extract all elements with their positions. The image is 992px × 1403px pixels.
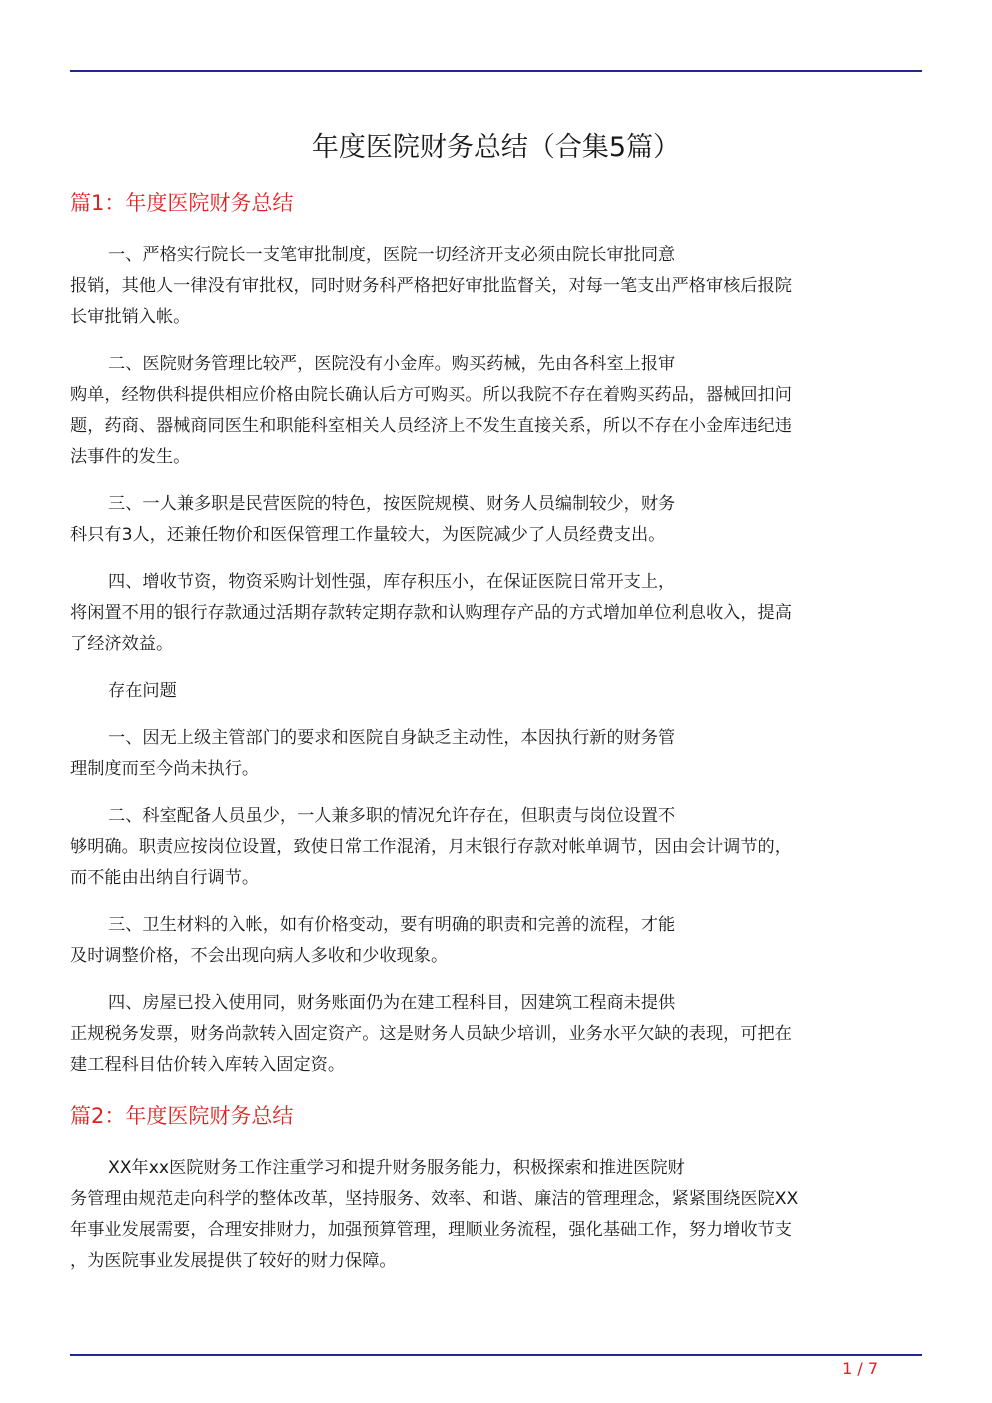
section-heading-1: 篇1：年度医院财务总结 [70,191,294,215]
paragraph-line: 存在问题 [108,681,177,701]
paragraph [70,567,912,660]
footer-rule [70,1354,922,1356]
paragraph [70,723,912,785]
paragraph-line: ，为医院事业发展提供了较好的财力保障。 [70,1251,397,1271]
header-rule [70,70,922,72]
paragraph-line: 理制度而至今尚未执行。 [70,759,260,779]
paragraph-line: 科只有3人，还兼任物价和医保管理工作量较大，为医院减少了人员经费支出。 [70,525,666,545]
paragraph-line: 而不能由出纳自行调节。 [70,868,260,888]
paragraph-line: 长审批销入帐。 [70,307,191,327]
paragraph [70,801,912,894]
section-heading-2: 篇2：年度医院财务总结 [70,1104,294,1128]
paragraph-line: 四、房屋已投入使用同，财务账面仍为在建工程科目，因建筑工程商未提供 [108,993,676,1013]
paragraph-subheading [70,676,912,707]
paragraph-line: 购单，经物供科提供相应价格由院长确认后方可购买。所以我院不存在着购买药品，器械回扣问 [70,385,792,405]
paragraph-line: 了经济效益。 [70,634,174,654]
paragraph-line: 将闲置不用的银行存款通过活期存款转定期存款和认购理存产品的方式增加单位利息收入，提高 [70,603,792,623]
paragraph [70,988,912,1081]
paragraph-line: 够明确。职责应按岗位设置，致使日常工作混淆，月末银行存款对帐单调节，因由会计调节的， [70,837,792,857]
paragraph-line: 四、增收节资，物资采购计划性强，库存积压小，在保证医院日常开支上， [108,572,676,592]
paragraph [70,1153,912,1277]
page-number: 1 / 7 [842,1359,878,1378]
document-title: 年度医院财务总结（合集5篇） [311,132,681,163]
paragraph [70,910,912,972]
paragraph-line: XX年xx医院财务工作注重学习和提升财务服务能力，积极探索和推进医院财 [108,1158,685,1178]
paragraph-line: 一、严格实行院长一支笔审批制度，医院一切经济开支必须由院长审批同意 [108,245,676,265]
paragraph [70,489,912,551]
paragraph-line: 法事件的发生。 [70,447,191,467]
paragraph-line: 正规税务发票，财务尚款转入固定资产。这是财务人员缺少培训，业务水平欠缺的表现，可把在 [70,1024,792,1044]
paragraph [70,240,912,333]
paragraph-line: 年事业发展需要，合理安排财力，加强预算管理，理顺业务流程，强化基础工作，努力增收节支 [70,1220,792,1240]
paragraph-line: 报销，其他人一律没有审批权，同时财务科严格把好审批监督关，对每一笔支出严格审核后报院 [70,276,792,296]
paragraph-line: 三、卫生材料的入帐，如有价格变动，要有明确的职责和完善的流程，才能 [108,915,676,935]
paragraph-line: 二、科室配备人员虽少，一人兼多职的情况允许存在，但职责与岗位设置不 [108,806,676,826]
paragraph-line: 建工程科目估价转入库转入固定资。 [70,1055,346,1075]
document-body [70,186,912,1293]
paragraph-line: 二、医院财务管理比较严，医院没有小金库。购买药械，先由各科室上报审 [108,354,676,374]
paragraph-line: 题，药商、器械商同医生和职能科室相关人员经济上不发生直接关系，所以不存在小金库违纪违 [70,416,792,436]
paragraph-line: 及时调整价格，不会出现向病人多收和少收现象。 [70,946,449,966]
paragraph-line: 务管理由规范走向科学的整体改革，坚持服务、效率、和谐、廉洁的管理理念，紧紧围绕医院XX [70,1189,799,1209]
paragraph [70,349,912,473]
paragraph-line: 三、一人兼多职是民营医院的特色，按医院规模、财务人员编制较少，财务 [108,494,676,514]
paragraph-line: 一、因无上级主管部门的要求和医院自身缺乏主动性，本因执行新的财务管 [108,728,676,748]
